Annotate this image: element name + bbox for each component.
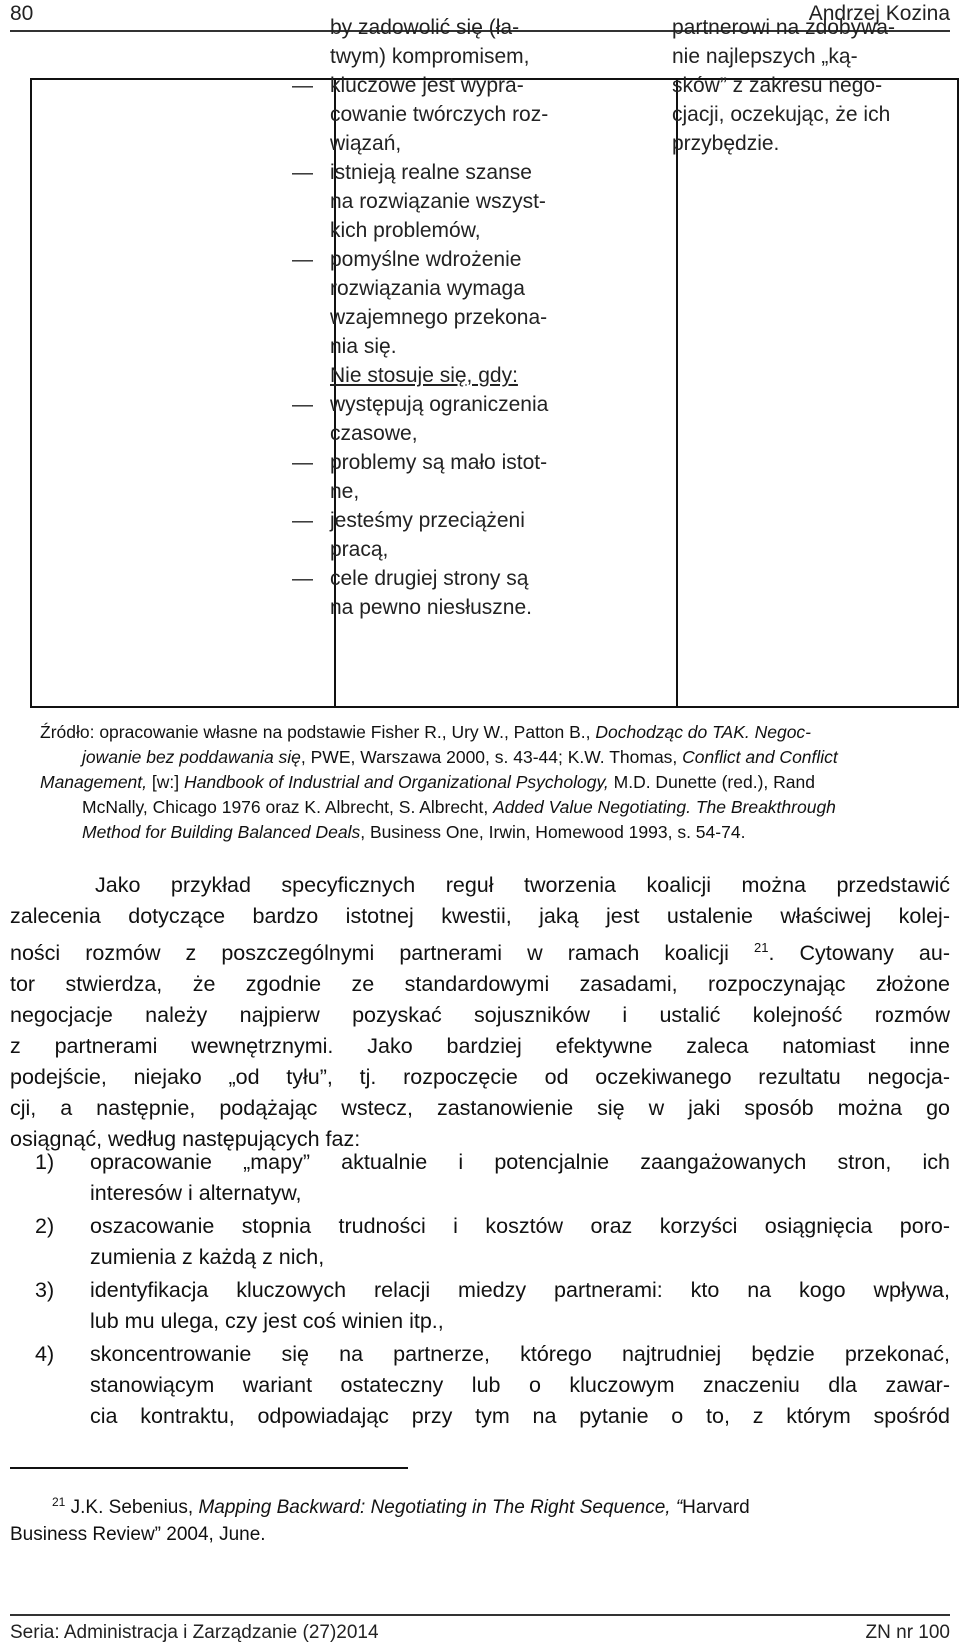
list-line: interesów i alternatyw, xyxy=(90,1181,302,1205)
paragraph-line: z partnerami wewnętrznymi. Jako bardziej efektywne zaleca natomiast inne xyxy=(10,1034,950,1059)
cell-line: cjacji, oczekując, że ich xyxy=(672,103,891,126)
source-title: Management, xyxy=(40,772,148,792)
cell-text: na pewno niesłuszne. xyxy=(330,596,532,619)
series-label: Seria: Administracja i Zarządzanie (27)2014 xyxy=(10,1622,379,1643)
list-item xyxy=(10,1147,950,1209)
source-title: Handbook of Industrial and Organizational Psychology, xyxy=(183,772,609,792)
cell-line xyxy=(330,535,620,564)
cell-line xyxy=(330,477,620,506)
page-number: 80 xyxy=(10,2,34,25)
footnote-text: Harvard xyxy=(682,1497,750,1519)
cell-line xyxy=(330,187,620,216)
list-line: lub mu ulega, czy jest coś winien itp., xyxy=(90,1309,444,1333)
cell-line xyxy=(292,564,620,593)
source-title: Dochodząc do TAK. Negoc- xyxy=(595,722,812,742)
source-text: , PWE, Warszawa 2000, s. 43-44; K.W. Thomas, xyxy=(300,747,683,767)
issue-label: ZN nr 100 xyxy=(865,1622,950,1643)
cell-line: nie najlepszych „ką- xyxy=(672,45,858,68)
cell-line xyxy=(330,332,620,361)
source-text: [w:] xyxy=(147,772,184,792)
cell-text: istnieją realne szanse xyxy=(330,161,532,184)
cell-line xyxy=(292,448,620,477)
source-title: Method for Building Balanced Deals xyxy=(82,822,361,842)
paragraph-line: Jako przykład specyficznych reguł tworzenia koalicji można przedstawić xyxy=(95,873,950,897)
cell-text: by zadowolić się (ła- xyxy=(330,16,520,39)
paragraph-line: podejście, niejako „od tyłu”, tj. rozpoczęcie od oczekiwanego rezultatu negocja- xyxy=(10,1065,950,1090)
table-source-note xyxy=(40,720,948,845)
cell-line xyxy=(330,42,620,71)
source-text: , Business One, Irwin, Homewood 1993, s. 54-74. xyxy=(360,822,746,842)
footnote-text: J.K. Sebenius, xyxy=(65,1497,199,1519)
cell-text: twym) kompromisem, xyxy=(330,45,530,68)
list-item xyxy=(10,1211,950,1273)
cell-text: cele drugiej strony są xyxy=(330,567,529,590)
cell-line xyxy=(292,71,620,100)
cell-text: pomyślne wdrożenie xyxy=(330,248,522,271)
cell-line xyxy=(330,419,620,448)
cell-text: ne, xyxy=(330,480,360,503)
table-cell-right xyxy=(672,13,952,158)
table-column-divider xyxy=(676,80,678,706)
running-author: Andrzej Kozina xyxy=(808,2,950,25)
paragraph-line: osiągnąć, według następujących faz: xyxy=(10,1127,361,1152)
list-item xyxy=(10,1275,950,1337)
dash-bullet: — xyxy=(292,74,313,97)
cell-text: pracą, xyxy=(330,538,389,561)
list-number: 1) xyxy=(35,1150,55,1174)
list-number: 4) xyxy=(35,1342,55,1366)
list-line: stanowiącym wariant ostateczny lub o kluczowym znaczeniu dla zawar- xyxy=(90,1373,950,1397)
cell-text: cowanie twórczych roz- xyxy=(330,103,549,126)
cell-line xyxy=(330,216,620,245)
cell-line xyxy=(330,303,620,332)
cell-text: występują ograniczenia xyxy=(330,393,549,416)
dash-bullet: — xyxy=(292,451,313,474)
source-title: Conflict and Conflict xyxy=(682,747,838,767)
cell-text: jesteśmy przeciążeni xyxy=(330,509,525,532)
source-title: jowanie bez poddawania się xyxy=(82,747,301,767)
cell-line xyxy=(330,361,620,390)
footnote xyxy=(10,1489,950,1548)
cell-line: przybędzie. xyxy=(672,132,780,155)
dash-bullet: — xyxy=(292,393,313,416)
cell-text: nia się. xyxy=(330,335,397,358)
footer-rule xyxy=(10,1614,950,1616)
cell-text: czasowe, xyxy=(330,422,418,445)
paragraph-line xyxy=(10,932,950,969)
source-title: Added Value Negotiating. The Breakthrough xyxy=(493,797,836,817)
cell-text: Nie stosuje się, gdy: xyxy=(330,364,518,387)
page-footer xyxy=(10,1614,950,1644)
cell-line xyxy=(330,129,620,158)
cell-line xyxy=(330,13,620,42)
footnote-reference[interactable]: 21 xyxy=(754,940,769,955)
list-number: 2) xyxy=(35,1214,55,1238)
cell-text: rozwiązania wymaga xyxy=(330,277,525,300)
paragraph-text: . Cytowany au- xyxy=(768,941,950,966)
dash-bullet: — xyxy=(292,567,313,590)
cell-line xyxy=(292,390,620,419)
cell-text: na rozwiązanie wszyst- xyxy=(330,190,546,213)
body-paragraph xyxy=(10,870,950,1155)
paragraph-text: ności rozmów z poszczególnymi partnerami w ramach koalicji xyxy=(10,941,754,966)
cell-text: wzajemnego przekona- xyxy=(330,306,548,329)
cell-line: sków” z zakresu nego- xyxy=(672,74,883,97)
cell-line xyxy=(330,593,620,622)
cell-line xyxy=(292,506,620,535)
list-number: 3) xyxy=(35,1278,55,1302)
source-text: McNally, Chicago 1976 oraz K. Albrecht, S. Albrecht, xyxy=(82,797,494,817)
list-line: zumienia z każdą z nich, xyxy=(90,1245,325,1269)
dash-bullet: — xyxy=(292,509,313,532)
list-line: cia kontraktu, odpowiadając przy tym na pytanie o to, z którym spośród xyxy=(90,1404,950,1428)
cell-line xyxy=(330,100,620,129)
cell-text: kluczowe jest wypra- xyxy=(330,74,524,97)
cell-line xyxy=(330,274,620,303)
source-text: Źródło: opracowanie własne na podstawie Fisher R., Ury W., Patton B., xyxy=(40,722,596,742)
source-text: M.D. Dunette (red.), Rand xyxy=(608,772,815,792)
cell-line: partnerowi na zdobywa- xyxy=(672,16,895,39)
cell-text: problemy są mało istot- xyxy=(330,451,548,474)
cell-line xyxy=(292,245,620,274)
dash-bullet: — xyxy=(292,248,313,271)
paragraph-line: zalecenia dotyczące bardzo istotnej kwestii, jaką jest ustalenie właściwej kolej- xyxy=(10,904,950,928)
list-line: identyfikacja kluczowych relacji miedzy partnerami: kto na kogo wpływa, xyxy=(90,1278,950,1302)
table-cell-middle xyxy=(292,13,620,622)
paragraph-line: tor stwierdza, że zgodnie ze standardowymi zasadami, rozpoczynając złożone xyxy=(10,972,950,997)
list-line: oszacowanie stopnia trudności i kosztów oraz korzyści osiągnięcia poro- xyxy=(90,1214,950,1238)
footnote-title: Mapping Backward: Negotiating in The Right Sequence, “ xyxy=(198,1497,683,1519)
cell-line xyxy=(292,158,620,187)
list-line: opracowanie „mapy” aktualnie i potencjalnie zaangażowanych stron, ich xyxy=(90,1150,950,1174)
phase-list xyxy=(10,1147,950,1434)
footnote-text: Business Review” 2004, June. xyxy=(10,1524,266,1546)
cell-text: kich problemów, xyxy=(330,219,481,242)
dash-bullet: — xyxy=(292,161,313,184)
paragraph-line: cji, a następnie, podążając wstecz, zastanowienie się w jaki sposób można go xyxy=(10,1096,950,1121)
footnote-number: 21 xyxy=(52,1495,66,1509)
cell-text: wiązań, xyxy=(330,132,402,155)
list-line: skoncentrowanie się na partnerze, którego najtrudniej będzie przekonać, xyxy=(90,1342,950,1366)
footnote-rule xyxy=(10,1467,408,1469)
paragraph-line: negocjacje należy najpierw pozyskać sojuszników i ustalić kolejność rozmów xyxy=(10,1003,950,1028)
list-item xyxy=(10,1339,950,1432)
